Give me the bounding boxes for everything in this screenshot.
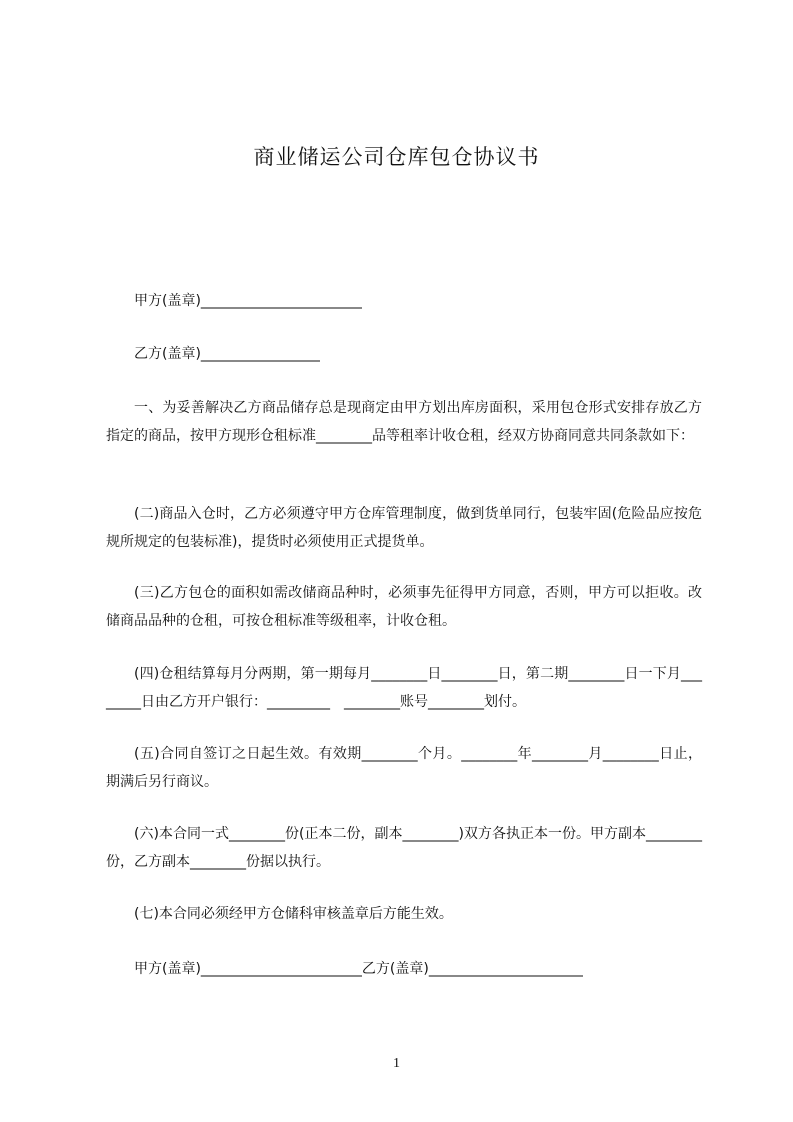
signature-line: 甲方(盖章)_______________________乙方(盖章)______________________ [134, 961, 583, 977]
clause-3: (三)乙方包仓的面积如需改储商品种时，必须事先征得甲方同意，否则，甲方可以拒收。改储商品品种的仓租，可按仓租标准等级租率，计收仓租。 [106, 585, 702, 629]
page-title: 商业储运公司仓库包仓协议书 [253, 145, 540, 169]
clause-2: (二)商品入仓时，乙方必须遵守甲方仓库管理制度，做到货单同行，包装牢固(危险品应按危规所规定的包装标准)，提货时必须使用正式提货单。 [106, 506, 702, 550]
clause-7: (七)本合同必须经甲方仓储科审核盖章后方能生效。 [134, 906, 453, 922]
clause-6: (六)本合同一式________份(正本二份，副本________)双方各执正本一份。甲方副本________份，乙方副本________份据以执行。 [106, 826, 702, 870]
clause-1: 一、为妥善解决乙方商品储存总是现商定由甲方划出库房面积，采用包仓形式安排存放乙方指定的商品，按甲方现形仓租标准________品等租率计收仓租，经双方协商同意共同条款如下： [106, 400, 702, 444]
clause-4: (四)仓租结算每月分两期，第一期每月________日________日，第二期________日一下月________日由乙方开户银行：_________ ________账号________划付。 [106, 666, 702, 710]
clause-5: (五)合同自签订之日起生效。有效期________个月。________年________月________日止，期满后另行商议。 [106, 746, 702, 790]
page-number: 1 [393, 1056, 400, 1071]
party-b-stamp-line: 乙方(盖章)_________________ [134, 346, 320, 362]
party-a-stamp-line: 甲方(盖章)_______________________ [134, 293, 362, 309]
